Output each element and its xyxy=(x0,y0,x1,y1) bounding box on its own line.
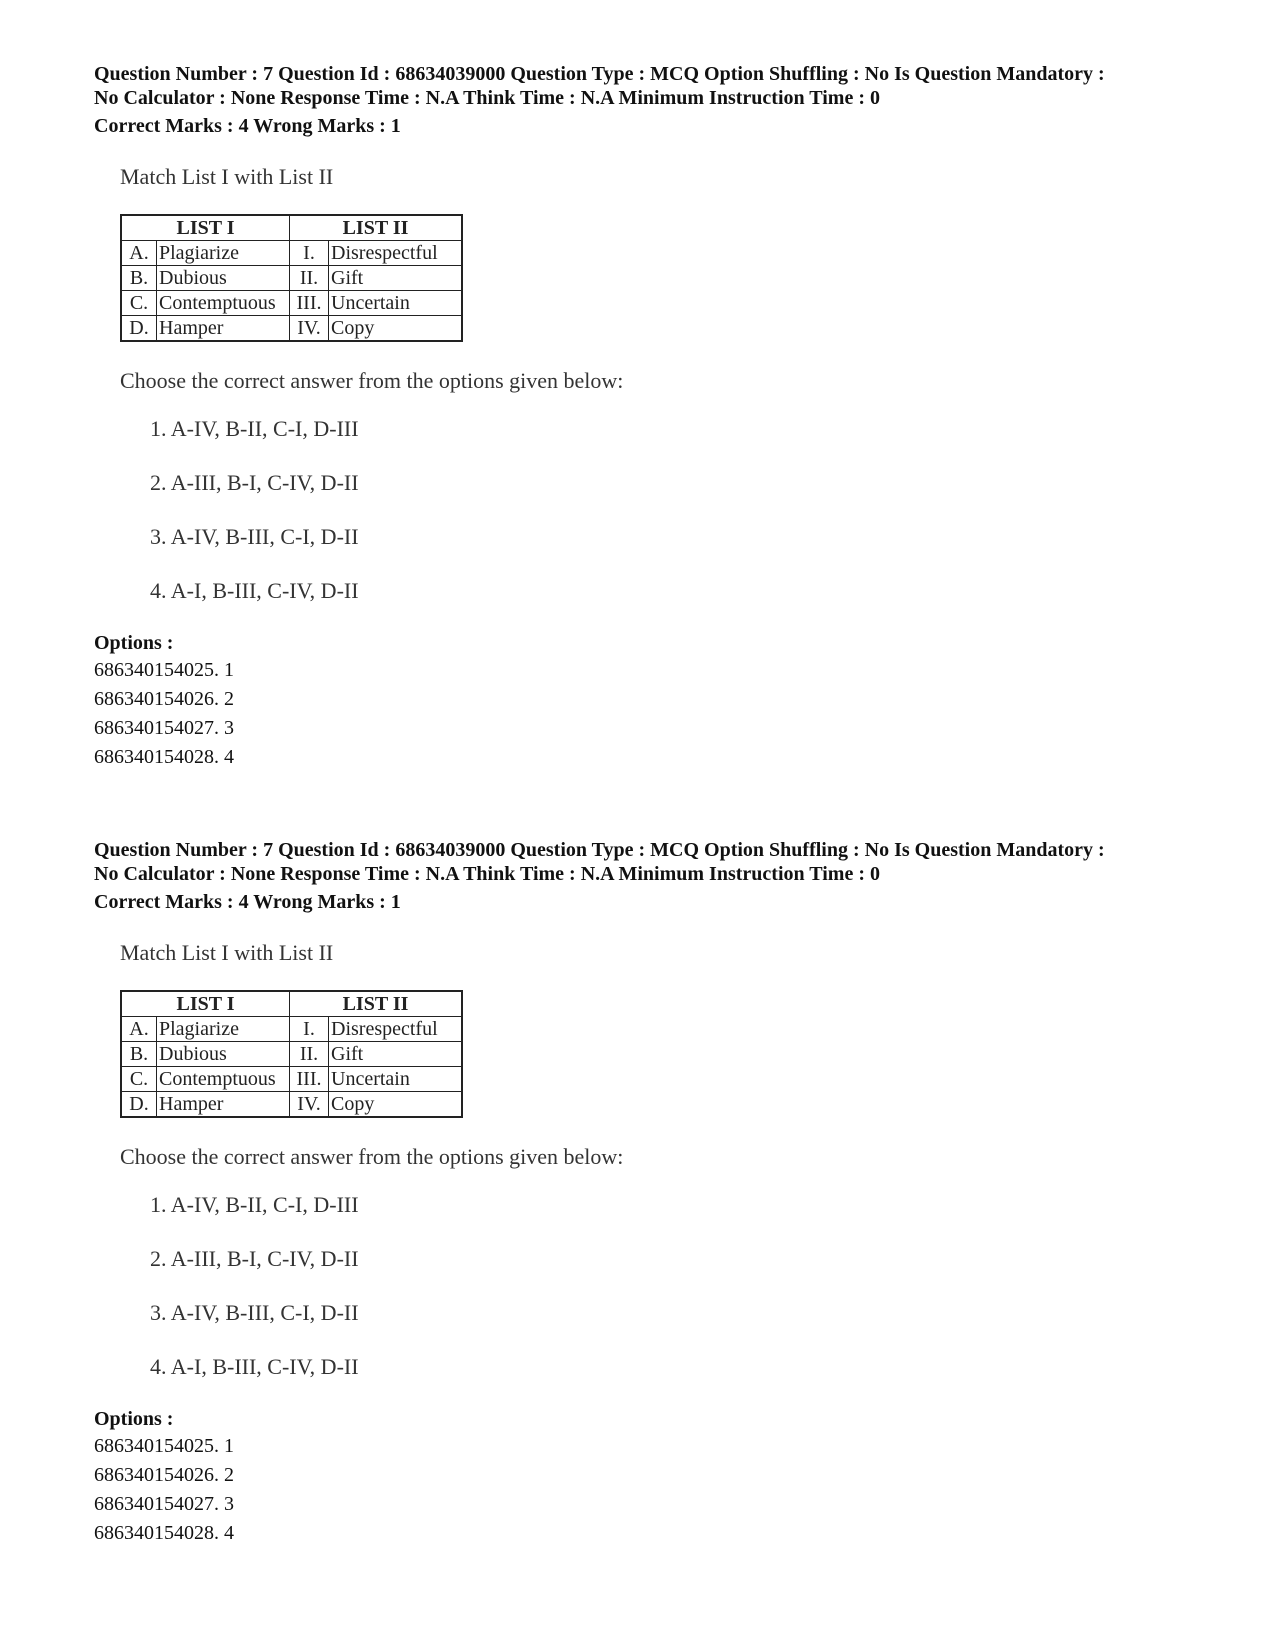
answer-choice-3: 3. A-IV, B-III, C-I, D-II xyxy=(150,524,359,549)
table-row xyxy=(121,241,462,266)
answer-choice-4: 4. A-I, B-III, C-IV, D-II xyxy=(150,1354,359,1379)
answer-choice-2: 2. A-III, B-I, C-IV, D-II xyxy=(150,470,359,495)
list-1-label: C. xyxy=(121,1067,157,1092)
list-1-term: Plagiarize xyxy=(157,241,290,266)
list-1-term: Contemptuous xyxy=(157,1067,290,1092)
list-1-term: Hamper xyxy=(157,1092,290,1118)
choose-instruction: Choose the correct answer from the options given below: xyxy=(120,368,624,393)
list-2-term: Gift xyxy=(329,1042,463,1067)
option-item: 686340154025. 1 xyxy=(94,1435,234,1457)
list-2-label: I. xyxy=(290,1017,329,1042)
question-meta-line-2: No Calculator : None Response Time : N.A Think Time : N.A Minimum Instruction Time : 0 xyxy=(94,87,880,109)
answer-choice-1: 1. A-IV, B-II, C-I, D-III xyxy=(150,1192,359,1217)
question-marks: Correct Marks : 4 Wrong Marks : 1 xyxy=(94,115,401,137)
list-2-label: II. xyxy=(290,266,329,291)
list-2-header: LIST II xyxy=(290,215,463,241)
question-block-1 xyxy=(94,62,1224,772)
table-header-row xyxy=(121,215,462,241)
answer-choice-1: 1. A-IV, B-II, C-I, D-III xyxy=(150,416,359,441)
list-1-label: A. xyxy=(121,241,157,266)
list-2-term: Uncertain xyxy=(329,1067,463,1092)
list-1-header: LIST I xyxy=(121,991,290,1017)
match-table xyxy=(120,214,463,342)
table-row xyxy=(121,291,462,316)
list-2-label: IV. xyxy=(290,1092,329,1118)
question-marks: Correct Marks : 4 Wrong Marks : 1 xyxy=(94,891,401,913)
option-item: 686340154028. 4 xyxy=(94,746,234,768)
list-2-term: Copy xyxy=(329,1092,463,1118)
list-1-label: C. xyxy=(121,291,157,316)
option-item: 686340154026. 2 xyxy=(94,688,234,710)
question-block-2 xyxy=(94,838,1224,1548)
list-1-header: LIST I xyxy=(121,215,290,241)
match-table xyxy=(120,990,463,1118)
list-1-label: A. xyxy=(121,1017,157,1042)
options-title: Options : xyxy=(94,1408,174,1430)
answer-list xyxy=(150,1190,1224,1406)
option-item: 686340154027. 3 xyxy=(94,717,234,739)
table-row xyxy=(121,1017,462,1042)
question-instruction: Match List I with List II xyxy=(120,164,334,189)
list-2-term: Disrespectful xyxy=(329,1017,463,1042)
list-1-term: Plagiarize xyxy=(157,1017,290,1042)
list-1-label: B. xyxy=(121,1042,157,1067)
answer-choice-4: 4. A-I, B-III, C-IV, D-II xyxy=(150,578,359,603)
question-meta-line-2: No Calculator : None Response Time : N.A Think Time : N.A Minimum Instruction Time : 0 xyxy=(94,863,880,885)
table-header-row xyxy=(121,991,462,1017)
question-instruction: Match List I with List II xyxy=(120,940,334,965)
table-row xyxy=(121,266,462,291)
list-2-label: III. xyxy=(290,291,329,316)
list-1-term: Dubious xyxy=(157,266,290,291)
answer-choice-3: 3. A-IV, B-III, C-I, D-II xyxy=(150,1300,359,1325)
list-2-term: Copy xyxy=(329,316,463,342)
option-item: 686340154027. 3 xyxy=(94,1493,234,1515)
question-content xyxy=(120,938,1224,1406)
list-1-label: D. xyxy=(121,316,157,342)
table-row xyxy=(121,1092,462,1118)
table-row xyxy=(121,1067,462,1092)
options-title: Options : xyxy=(94,632,174,654)
answer-choice-2: 2. A-III, B-I, C-IV, D-II xyxy=(150,1246,359,1271)
option-item: 686340154025. 1 xyxy=(94,659,234,681)
list-2-header: LIST II xyxy=(290,991,463,1017)
table-row xyxy=(121,316,462,342)
list-2-label: II. xyxy=(290,1042,329,1067)
list-2-term: Gift xyxy=(329,266,463,291)
list-2-term: Uncertain xyxy=(329,291,463,316)
question-content xyxy=(120,162,1224,630)
list-1-term: Hamper xyxy=(157,316,290,342)
list-2-label: IV. xyxy=(290,316,329,342)
answer-list xyxy=(150,414,1224,630)
list-1-label: B. xyxy=(121,266,157,291)
question-meta-line-1: Question Number : 7 Question Id : 68634039000 Question Type : MCQ Option Shuffling : No Is Question Mandatory : xyxy=(94,839,1105,861)
choose-instruction: Choose the correct answer from the options given below: xyxy=(120,1144,624,1169)
list-1-term: Contemptuous xyxy=(157,291,290,316)
option-item: 686340154028. 4 xyxy=(94,1522,234,1544)
list-2-label: III. xyxy=(290,1067,329,1092)
table-row xyxy=(121,1042,462,1067)
list-1-term: Dubious xyxy=(157,1042,290,1067)
list-2-label: I. xyxy=(290,241,329,266)
question-meta-line-1: Question Number : 7 Question Id : 68634039000 Question Type : MCQ Option Shuffling : No Is Question Mandatory : xyxy=(94,63,1105,85)
list-2-term: Disrespectful xyxy=(329,241,463,266)
option-item: 686340154026. 2 xyxy=(94,1464,234,1486)
list-1-label: D. xyxy=(121,1092,157,1118)
